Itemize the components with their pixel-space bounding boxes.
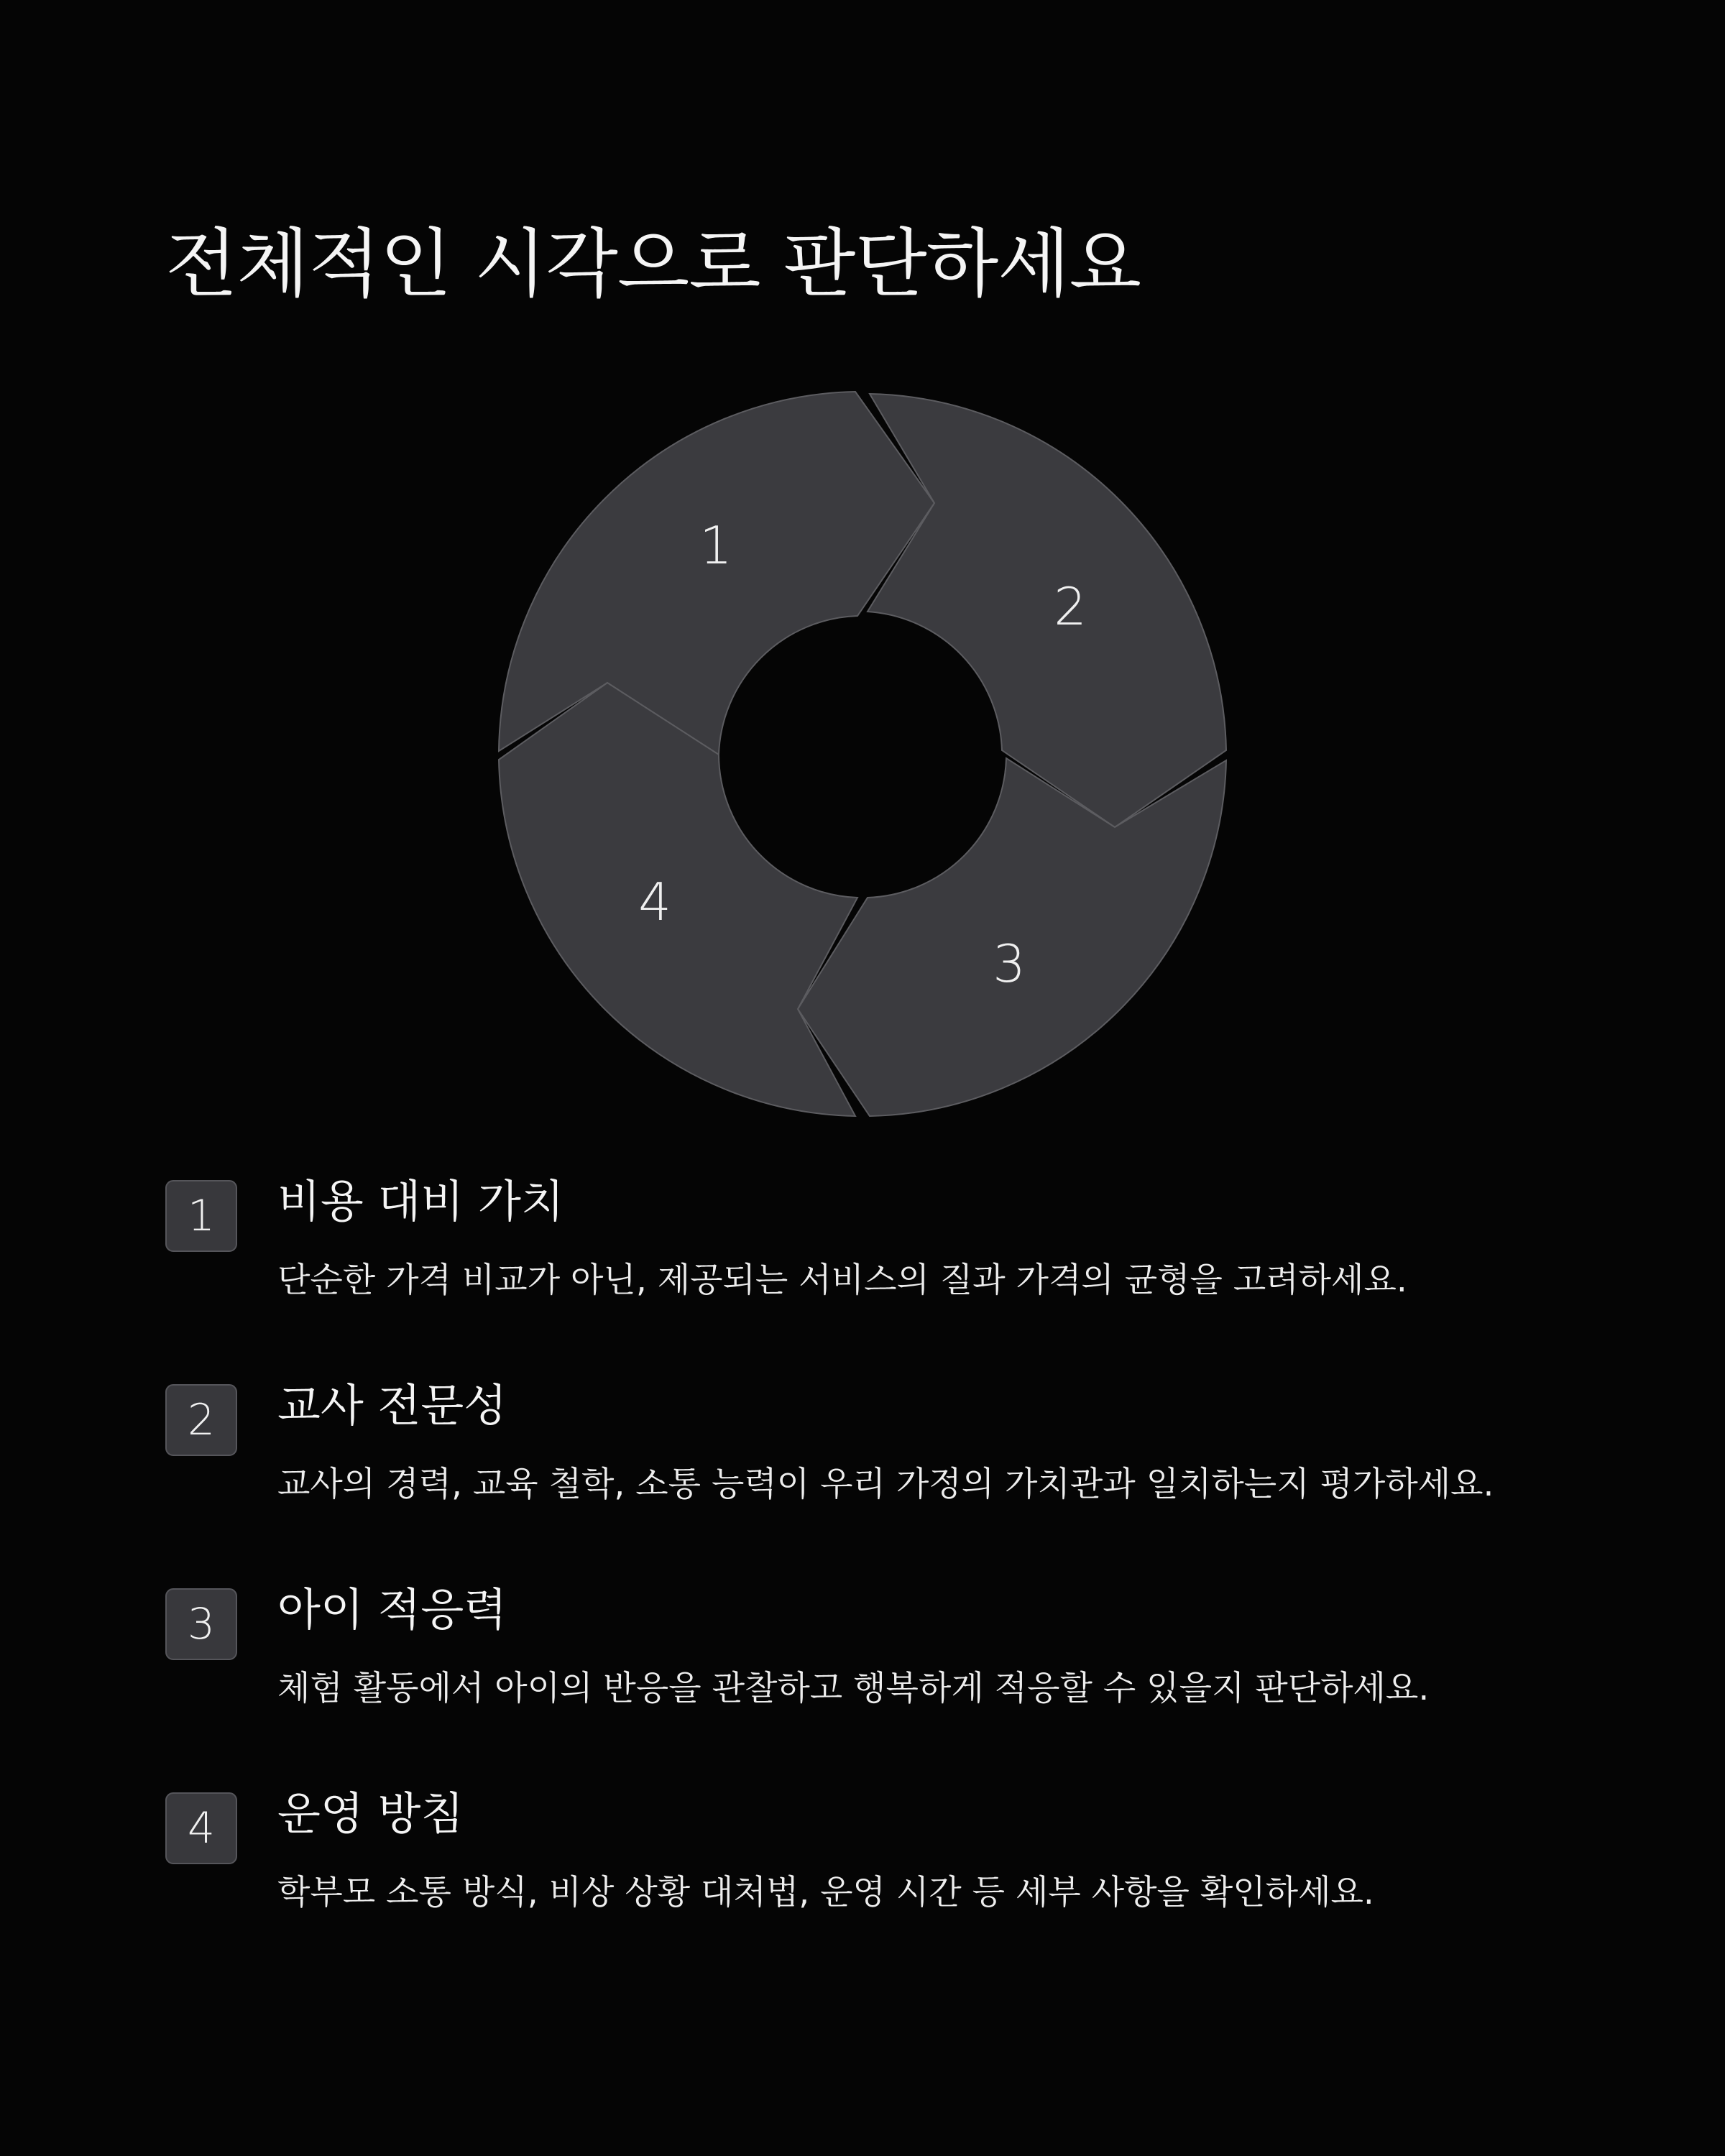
item-description: 체험 활동에서 아이의 반응을 관찰하고 행복하게 적응할 수 있을지 판단하세요. <box>277 1669 1430 1708</box>
list-item-2 <box>165 1379 1603 1542</box>
item-description: 단순한 가격 비교가 아닌, 제공되는 서비스의 질과 가격의 균형을 고려하세요. <box>277 1261 1407 1300</box>
number-badge: 4 <box>165 1792 237 1864</box>
item-title: 교사 전문성 <box>277 1379 507 1432</box>
cycle-segment-4 <box>499 683 857 1116</box>
cycle-segment-2-number: 2 <box>1054 576 1087 637</box>
item-title: 운영 방침 <box>277 1787 464 1840</box>
item-title: 비용 대비 가치 <box>277 1175 564 1227</box>
number-badge: 1 <box>165 1180 237 1252</box>
cycle-segment-3-number: 3 <box>993 934 1026 994</box>
number-badge: 3 <box>165 1588 237 1660</box>
item-title: 아이 적응력 <box>277 1583 507 1636</box>
list-item-3 <box>165 1583 1603 1746</box>
item-description: 학부모 소통 방식, 비상 상황 대처법, 운영 시간 등 세부 사항을 확인하세요. <box>277 1873 1374 1912</box>
number-badge: 2 <box>165 1384 237 1456</box>
list-item-1 <box>165 1175 1603 1338</box>
cycle-segment-4-number: 4 <box>638 872 671 932</box>
cycle-segment-1-number: 1 <box>699 515 732 576</box>
item-description: 교사의 경력, 교육 철학, 소통 능력이 우리 가정의 가치관과 일치하는지 평가하세요. <box>277 1465 1494 1504</box>
cycle-segment-2 <box>868 394 1226 827</box>
list-item-4 <box>165 1787 1603 1950</box>
page-title: 전체적인 시각으로 판단하세요 <box>165 220 1141 308</box>
